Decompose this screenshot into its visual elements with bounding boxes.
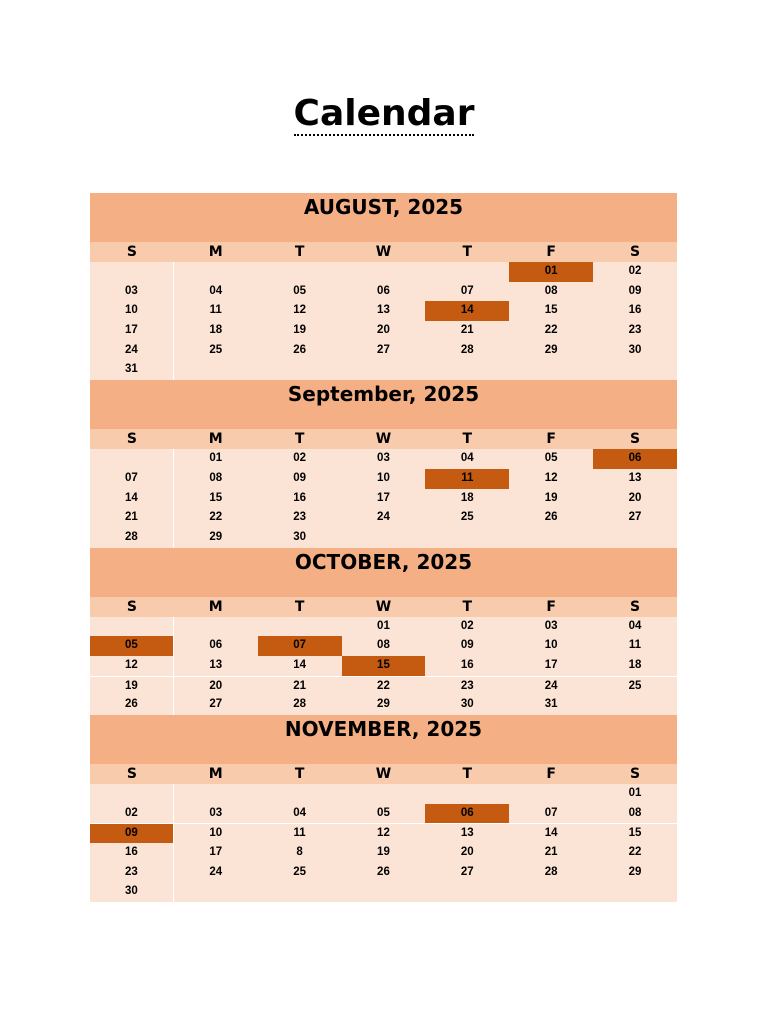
day-cell: 24 <box>209 865 223 878</box>
day-cell: 24 <box>544 679 558 692</box>
day-cell: 17 <box>90 321 174 341</box>
weekday-header-row <box>90 597 677 617</box>
empty-day-cell <box>593 360 677 380</box>
highlighted-day-cell: 09 <box>90 824 174 843</box>
week-row <box>90 489 677 509</box>
day-cell: 20 <box>377 324 390 337</box>
weekday-header-row <box>90 429 677 449</box>
day-cell: 03 <box>90 282 174 302</box>
day-cell: 24 <box>377 511 390 524</box>
day-cell: 14 <box>293 658 306 671</box>
day-cell: 19 <box>90 677 174 696</box>
day-cell: 11 <box>209 304 222 317</box>
day-cell: 12 <box>377 827 390 840</box>
day-cell: 01 <box>209 452 223 465</box>
week-row <box>90 282 677 302</box>
month-header <box>90 380 677 429</box>
day-cell: 29 <box>544 343 558 356</box>
empty-day-cell <box>593 882 677 902</box>
day-cell: 28 <box>293 698 306 711</box>
day-cell: 07 <box>544 806 558 819</box>
highlighted-day-cell: 07 <box>258 636 342 656</box>
day-cell: 07 <box>90 469 174 489</box>
week-row <box>90 469 677 489</box>
day-cell: 05 <box>377 806 390 819</box>
day-cell: 14 <box>90 489 174 509</box>
day-cell: 08 <box>377 639 390 652</box>
highlighted-day-cell: 14 <box>425 301 509 321</box>
day-cell: 09 <box>460 639 474 652</box>
day-cell: 21 <box>460 324 474 337</box>
day-cell: 13 <box>377 304 390 317</box>
weekday-label: S <box>629 598 641 615</box>
week-row <box>90 528 677 548</box>
highlighted-day-cell: 06 <box>425 804 509 824</box>
empty-day-cell <box>593 695 677 715</box>
day-cell: 19 <box>377 846 390 859</box>
day-cell: 15 <box>544 304 558 317</box>
day-cell: 17 <box>377 491 390 504</box>
day-cell: 18 <box>460 491 474 504</box>
empty-day-cell <box>342 360 426 380</box>
day-cell: 16 <box>628 304 642 317</box>
day-cell: 05 <box>544 452 558 465</box>
week-row <box>90 804 677 824</box>
day-cell: 30 <box>628 343 642 356</box>
day-cell: 08 <box>628 806 642 819</box>
day-cell: 30 <box>293 530 306 543</box>
month-block <box>90 193 677 380</box>
weekday-label: S <box>126 598 137 615</box>
day-cell: 02 <box>293 452 306 465</box>
month-block <box>90 380 677 547</box>
day-cell: 15 <box>628 827 642 840</box>
day-cell: 14 <box>544 827 558 840</box>
empty-day-cell <box>342 882 426 902</box>
day-cell: 18 <box>628 658 642 671</box>
day-cell: 22 <box>377 679 390 692</box>
week-row <box>90 301 677 321</box>
day-cell: 24 <box>90 341 174 361</box>
empty-day-cell <box>258 882 342 902</box>
weekday-label: F <box>546 244 556 260</box>
document-title-wrap <box>0 92 768 136</box>
weekday-label: T <box>294 431 305 448</box>
week-row <box>90 262 677 282</box>
day-cell: 21 <box>90 508 174 528</box>
empty-day-cell <box>509 528 593 548</box>
empty-day-cell <box>174 360 258 380</box>
day-cell: 01 <box>377 619 390 632</box>
month-header <box>90 193 677 242</box>
week-row <box>90 617 677 637</box>
month-days <box>90 449 677 547</box>
day-cell: 19 <box>544 491 558 504</box>
month-block <box>90 715 677 902</box>
empty-day-cell <box>425 784 509 804</box>
weekday-label: S <box>126 766 137 782</box>
empty-day-cell <box>342 262 426 282</box>
empty-day-cell <box>90 449 174 469</box>
day-cell: 10 <box>377 471 390 484</box>
weekday-label: S <box>126 244 137 260</box>
calendar <box>90 193 677 902</box>
day-cell: 27 <box>628 511 642 524</box>
day-cell: 29 <box>209 530 223 543</box>
week-row <box>90 636 677 656</box>
weekday-label: S <box>126 431 137 448</box>
day-cell: 8 <box>296 846 303 859</box>
month-days <box>90 262 677 380</box>
day-cell: 23 <box>90 863 174 883</box>
day-cell: 04 <box>293 806 306 819</box>
day-cell: 09 <box>628 284 642 297</box>
weekday-label: W <box>375 431 392 448</box>
empty-day-cell <box>258 360 342 380</box>
weekday-label: M <box>208 244 223 260</box>
day-cell: 31 <box>544 698 558 711</box>
week-row <box>90 882 677 902</box>
day-cell: 28 <box>544 865 558 878</box>
day-cell: 27 <box>377 343 390 356</box>
day-cell: 15 <box>209 491 223 504</box>
weekday-label: F <box>546 431 556 448</box>
empty-day-cell <box>90 262 174 282</box>
weekday-header-row <box>90 764 677 784</box>
month-block <box>90 548 677 715</box>
day-cell: 28 <box>90 528 174 548</box>
day-cell: 20 <box>209 679 223 692</box>
day-cell: 02 <box>628 265 642 277</box>
day-cell: 23 <box>628 324 642 337</box>
day-cell: 10 <box>90 301 174 321</box>
day-cell: 22 <box>544 324 558 337</box>
week-row <box>90 695 677 715</box>
day-cell: 26 <box>293 343 306 356</box>
week-row <box>90 863 677 883</box>
day-cell: 21 <box>544 846 558 859</box>
day-cell: 20 <box>628 491 642 504</box>
weekday-label: W <box>375 766 392 782</box>
weekday-label: S <box>629 431 641 448</box>
week-row <box>90 360 677 380</box>
day-cell: 22 <box>209 511 223 524</box>
day-cell: 31 <box>90 360 174 380</box>
highlighted-day-cell: 15 <box>342 656 426 676</box>
day-cell: 10 <box>209 827 223 840</box>
empty-day-cell <box>174 617 258 637</box>
weekday-label: W <box>375 598 392 615</box>
day-cell: 25 <box>460 511 474 524</box>
week-row <box>90 656 677 676</box>
week-row <box>90 321 677 341</box>
week-row <box>90 676 677 696</box>
day-cell: 13 <box>628 471 642 484</box>
day-cell: 26 <box>544 511 558 524</box>
week-row <box>90 449 677 469</box>
day-cell: 29 <box>377 698 390 711</box>
day-cell: 25 <box>628 679 642 692</box>
day-cell: 07 <box>460 284 474 297</box>
day-cell: 26 <box>90 695 174 715</box>
day-cell: 16 <box>293 491 306 504</box>
day-cell: 05 <box>293 284 306 297</box>
month-header <box>90 548 677 597</box>
day-cell: 06 <box>209 639 223 652</box>
month-title: OCTOBER, 2025 <box>294 549 473 574</box>
highlighted-day-cell: 01 <box>509 262 593 282</box>
empty-day-cell <box>258 784 342 804</box>
day-cell: 12 <box>90 656 174 676</box>
day-cell: 19 <box>293 324 306 337</box>
day-cell: 10 <box>544 639 558 652</box>
weekday-label: M <box>208 431 223 448</box>
day-cell: 06 <box>377 284 390 297</box>
weekday-label: T <box>462 431 473 448</box>
day-cell: 03 <box>209 806 223 819</box>
weekday-label: M <box>208 766 223 782</box>
day-cell: 30 <box>460 698 474 711</box>
weekday-label: F <box>546 766 556 782</box>
weekday-label: F <box>546 598 556 615</box>
day-cell: 27 <box>460 865 474 878</box>
weekday-label: T <box>462 244 473 260</box>
month-days <box>90 617 677 715</box>
day-cell: 23 <box>460 679 474 692</box>
empty-day-cell <box>174 262 258 282</box>
day-cell: 08 <box>544 284 558 297</box>
weekday-label: S <box>629 244 641 260</box>
day-cell: 27 <box>209 698 223 711</box>
week-row <box>90 784 677 804</box>
month-title: September, 2025 <box>287 382 480 407</box>
day-cell: 11 <box>293 827 306 840</box>
highlighted-day-cell: 05 <box>90 636 174 656</box>
highlighted-day-cell: 06 <box>593 449 677 469</box>
day-cell: 12 <box>544 471 558 484</box>
empty-day-cell <box>258 617 342 637</box>
day-cell: 01 <box>628 787 642 799</box>
day-cell: 03 <box>377 452 390 465</box>
day-cell: 02 <box>90 804 174 824</box>
day-cell: 22 <box>628 846 642 859</box>
weekday-label: T <box>294 598 305 615</box>
empty-day-cell <box>342 528 426 548</box>
day-cell: 09 <box>293 471 306 484</box>
empty-day-cell <box>509 784 593 804</box>
empty-day-cell <box>425 528 509 548</box>
weekday-label: T <box>462 598 473 615</box>
weekday-label: T <box>462 766 473 782</box>
empty-day-cell <box>593 528 677 548</box>
day-cell: 16 <box>90 843 174 863</box>
month-header <box>90 715 677 764</box>
day-cell: 25 <box>293 865 306 878</box>
day-cell: 23 <box>293 511 306 524</box>
day-cell: 04 <box>209 284 223 297</box>
weekday-label: M <box>208 598 223 615</box>
week-row <box>90 341 677 361</box>
weekday-label: T <box>294 766 305 782</box>
day-cell: 17 <box>544 658 558 671</box>
day-cell: 30 <box>90 882 174 902</box>
document-title: Calendar <box>293 93 475 134</box>
empty-day-cell <box>258 262 342 282</box>
empty-day-cell <box>425 360 509 380</box>
day-cell: 11 <box>628 639 642 652</box>
highlighted-day-cell: 11 <box>425 469 509 489</box>
day-cell: 13 <box>460 827 474 840</box>
day-cell: 25 <box>209 343 223 356</box>
day-cell: 17 <box>209 846 223 859</box>
day-cell: 12 <box>293 304 306 317</box>
empty-day-cell <box>425 882 509 902</box>
month-title: NOVEMBER, 2025 <box>284 717 483 741</box>
month-days <box>90 784 677 902</box>
empty-day-cell <box>509 882 593 902</box>
weekday-label: S <box>629 766 641 782</box>
empty-day-cell <box>425 262 509 282</box>
week-row <box>90 508 677 528</box>
weekday-label: T <box>294 244 305 260</box>
day-cell: 13 <box>209 658 223 671</box>
day-cell: 20 <box>460 846 474 859</box>
empty-day-cell <box>342 784 426 804</box>
day-cell: 18 <box>209 324 223 337</box>
day-cell: 26 <box>377 865 390 878</box>
weekday-label: W <box>375 244 392 260</box>
weekday-header-row <box>90 242 677 262</box>
week-row <box>90 823 677 843</box>
day-cell: 04 <box>460 452 474 465</box>
day-cell: 29 <box>628 865 642 878</box>
empty-day-cell <box>90 617 174 637</box>
month-title: AUGUST, 2025 <box>303 195 464 219</box>
day-cell: 02 <box>460 619 474 632</box>
day-cell: 03 <box>544 619 558 632</box>
day-cell: 08 <box>209 471 223 484</box>
day-cell: 21 <box>293 679 306 692</box>
empty-day-cell <box>90 784 174 804</box>
week-row <box>90 843 677 863</box>
day-cell: 04 <box>628 619 642 632</box>
empty-day-cell <box>509 360 593 380</box>
empty-day-cell <box>174 784 258 804</box>
day-cell: 28 <box>460 343 474 356</box>
empty-day-cell <box>174 882 258 902</box>
day-cell: 16 <box>460 658 474 671</box>
